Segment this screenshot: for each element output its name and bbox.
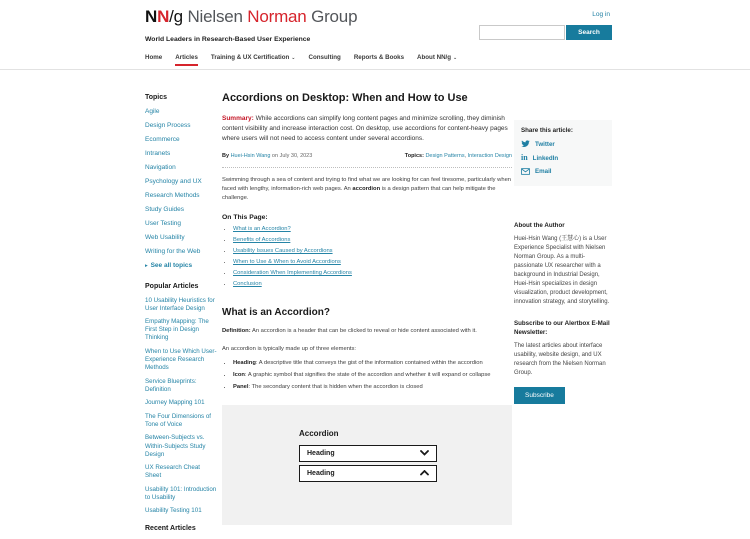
about-author-heading: About the Author <box>514 222 565 229</box>
popular-article-link[interactable]: UX Research Cheat Sheet <box>145 464 201 480</box>
share-twitter-link[interactable]: Twitter <box>521 140 605 148</box>
logo-nielsen: Nielsen <box>182 7 248 26</box>
byline-topics: Topics: Design Patterns , Interaction Design <box>405 153 512 159</box>
topic-link[interactable]: Design Process <box>145 121 191 129</box>
logo-group: Group <box>306 7 358 26</box>
article <box>222 92 512 525</box>
byline-author: By Huei-Hsin Wang on July 30, 2023 <box>222 152 313 159</box>
popular-article-link[interactable]: When to Use Which User-Experience Research Methods <box>145 347 217 372</box>
toc-link[interactable]: What is an Accordion? <box>233 225 291 232</box>
arrow-right-icon: ▸ <box>145 262 148 269</box>
search-input[interactable] <box>479 25 565 40</box>
about-author-text: Huei-Hsin Wang (王慧心) is a User Experience Specialist with Nielsen Norman Group. As a multi-passionate UX researcher with a background in Industrial Design, Huei-Hsin specializes in design visualization, product development, innovation strategy, and storytelling. <box>514 236 610 305</box>
elements-intro: An accordion is typically made up of three elements: <box>222 346 357 353</box>
nng-logo[interactable] <box>145 7 357 27</box>
elements-list <box>222 359 512 391</box>
twitter-icon <box>521 140 530 148</box>
popular-article-link[interactable]: Usability 101: Introduction to Usability <box>145 485 217 501</box>
login-link[interactable]: Log in <box>592 11 610 18</box>
share-panel <box>514 120 612 186</box>
linkedin-icon: in <box>521 153 528 162</box>
article-summary: Summary: While accordions can simplify long content pages and minimize scrolling, they diminish content visibility and increase interaction cost. On desktop, use accordions for content-heavy pages where users will not need to access content under several accordions. <box>222 114 508 142</box>
on-this-page-heading: On This Page: <box>222 213 268 221</box>
definition-paragraph: Definition: An accordion is a header that can be clicked to reveal or hide content associated with it. <box>222 328 477 335</box>
author-link[interactable]: Huei-Hsin Wang <box>230 152 271 159</box>
topic-tag-link[interactable]: , Interaction Design <box>465 153 512 159</box>
logo-letter-n2: N <box>157 7 170 26</box>
popular-article-link[interactable]: The Four Dimensions of Tone of Voice <box>145 412 212 428</box>
nav-item[interactable]: Reports & Books <box>353 54 405 61</box>
on-this-page-list <box>222 226 512 289</box>
left-sidebar <box>145 94 217 539</box>
accordion-item-expanded[interactable]: Heading <box>299 465 437 482</box>
toc-link[interactable]: When to Use & When to Avoid Accordions <box>233 258 341 265</box>
topic-link[interactable]: User Testing <box>145 219 182 227</box>
toc-item <box>233 259 512 267</box>
byline-divider <box>222 167 512 168</box>
topic-link[interactable]: Web Usability <box>145 233 185 241</box>
topics-heading: Topics <box>145 94 168 101</box>
topic-link[interactable]: Intranets <box>145 149 171 157</box>
header-divider <box>0 69 750 70</box>
main-nav <box>145 54 457 66</box>
toc-link[interactable]: Conclusion <box>233 280 262 287</box>
topic-link[interactable]: Research Methods <box>145 191 200 199</box>
topic-link[interactable]: Writing for the Web <box>145 247 201 255</box>
element-item: • Heading: A descriptive title that conveys the gist of the information contained within the accordion <box>233 359 512 368</box>
toc-item <box>233 226 512 234</box>
search-button[interactable]: Search <box>566 25 612 40</box>
nav-item[interactable]: About NN/g ⌄ <box>417 54 458 61</box>
popular-article-link[interactable]: Between-Subjects vs. Within-Subjects Study Design <box>145 434 206 458</box>
logo-norman: Norman <box>247 7 307 26</box>
popular-article-link[interactable]: Empathy Mapping: The First Step in Design Thinking <box>145 318 209 342</box>
topic-link[interactable]: Ecommerce <box>145 135 180 143</box>
byline <box>222 153 512 159</box>
summary-label: Summary: <box>222 114 254 122</box>
popular-article-link[interactable]: Service Blueprints: Definition <box>145 377 197 393</box>
section-heading: What is an Accordion? <box>222 307 330 319</box>
chevron-up-icon <box>420 470 429 476</box>
nav-item[interactable]: Articles <box>175 54 198 66</box>
tagline: World Leaders in Research-Based User Experience <box>145 36 311 43</box>
recent-articles-heading: Recent Articles <box>145 525 196 533</box>
share-heading: Share this article: <box>521 127 573 134</box>
topic-link[interactable]: Psychology and UX <box>145 177 202 185</box>
toc-item <box>233 248 512 256</box>
nav-item[interactable]: Home <box>145 54 163 61</box>
newsletter-heading: Subscribe to our Alertbox E-Mail Newsletter: <box>514 320 610 336</box>
toc-link[interactable]: Usability Issues Caused by Accordions <box>233 247 333 254</box>
topic-link[interactable]: Agile <box>145 108 160 115</box>
topic-link[interactable]: Study Guides <box>145 205 185 213</box>
topic-tag-link[interactable]: Design Patterns <box>425 152 465 159</box>
popular-article-link[interactable]: Usability Testing 101 <box>145 507 202 515</box>
toc-item <box>233 237 512 245</box>
chevron-down-icon: ⌄ <box>291 55 296 61</box>
topics-list <box>145 108 217 255</box>
nav-item[interactable]: Consulting <box>308 54 341 61</box>
article-title: Accordions on Desktop: When and How to Use <box>222 92 468 104</box>
popular-articles-heading: Popular Articles <box>145 282 199 290</box>
nav-item[interactable]: Training & UX Certification ⌄ <box>210 54 296 61</box>
accordion-item-collapsed[interactable]: Heading <box>299 445 437 462</box>
accordion-figure <box>222 405 512 525</box>
accordion-figure-label: Accordion <box>299 428 339 438</box>
toc-link[interactable]: Consideration When Implementing Accordions <box>233 269 352 276</box>
popular-article-link[interactable]: 10 Usability Heuristics for User Interface Design <box>145 296 215 312</box>
toc-item <box>233 281 512 289</box>
topic-link[interactable]: Navigation <box>145 163 176 171</box>
element-item: • Icon: A graphic symbol that signifies the state of the accordion and whether it will expand or collapse <box>233 371 512 380</box>
newsletter-text: The latest articles about interface usability, website design, and UX research from the Nielsen Norman Group. <box>514 343 606 377</box>
chevron-down-icon <box>420 450 429 456</box>
popular-article-link[interactable]: Journey Mapping 101 <box>145 399 205 407</box>
email-icon <box>521 168 530 175</box>
see-all-topics-link[interactable]: ▸ See all topics <box>145 261 193 269</box>
logo-slash-g: /g <box>169 7 183 26</box>
share-linkedin-link[interactable]: in LinkedIn <box>521 153 559 162</box>
popular-articles-list <box>145 297 217 516</box>
toc-item <box>233 270 512 278</box>
chevron-down-icon: ⌄ <box>453 55 458 61</box>
toc-link[interactable]: Benefits of Accordions <box>233 236 291 243</box>
definition-label: Definition: <box>222 328 251 335</box>
element-item: • Panel: The secondary content that is hidden when the accordion is closed <box>233 383 512 392</box>
subscribe-button[interactable]: Subscribe <box>514 387 565 404</box>
logo-letter-n1: N <box>145 7 158 26</box>
intro-paragraph: Swimming through a sea of content and trying to find what we are looking for can feel tiresome, particularly when faced with lengthy, information-rich web pages. An accordion is a design pattern that can help mitigate the challenge. <box>222 176 512 201</box>
right-sidebar <box>514 120 612 404</box>
share-email-link[interactable]: Email <box>521 168 605 175</box>
